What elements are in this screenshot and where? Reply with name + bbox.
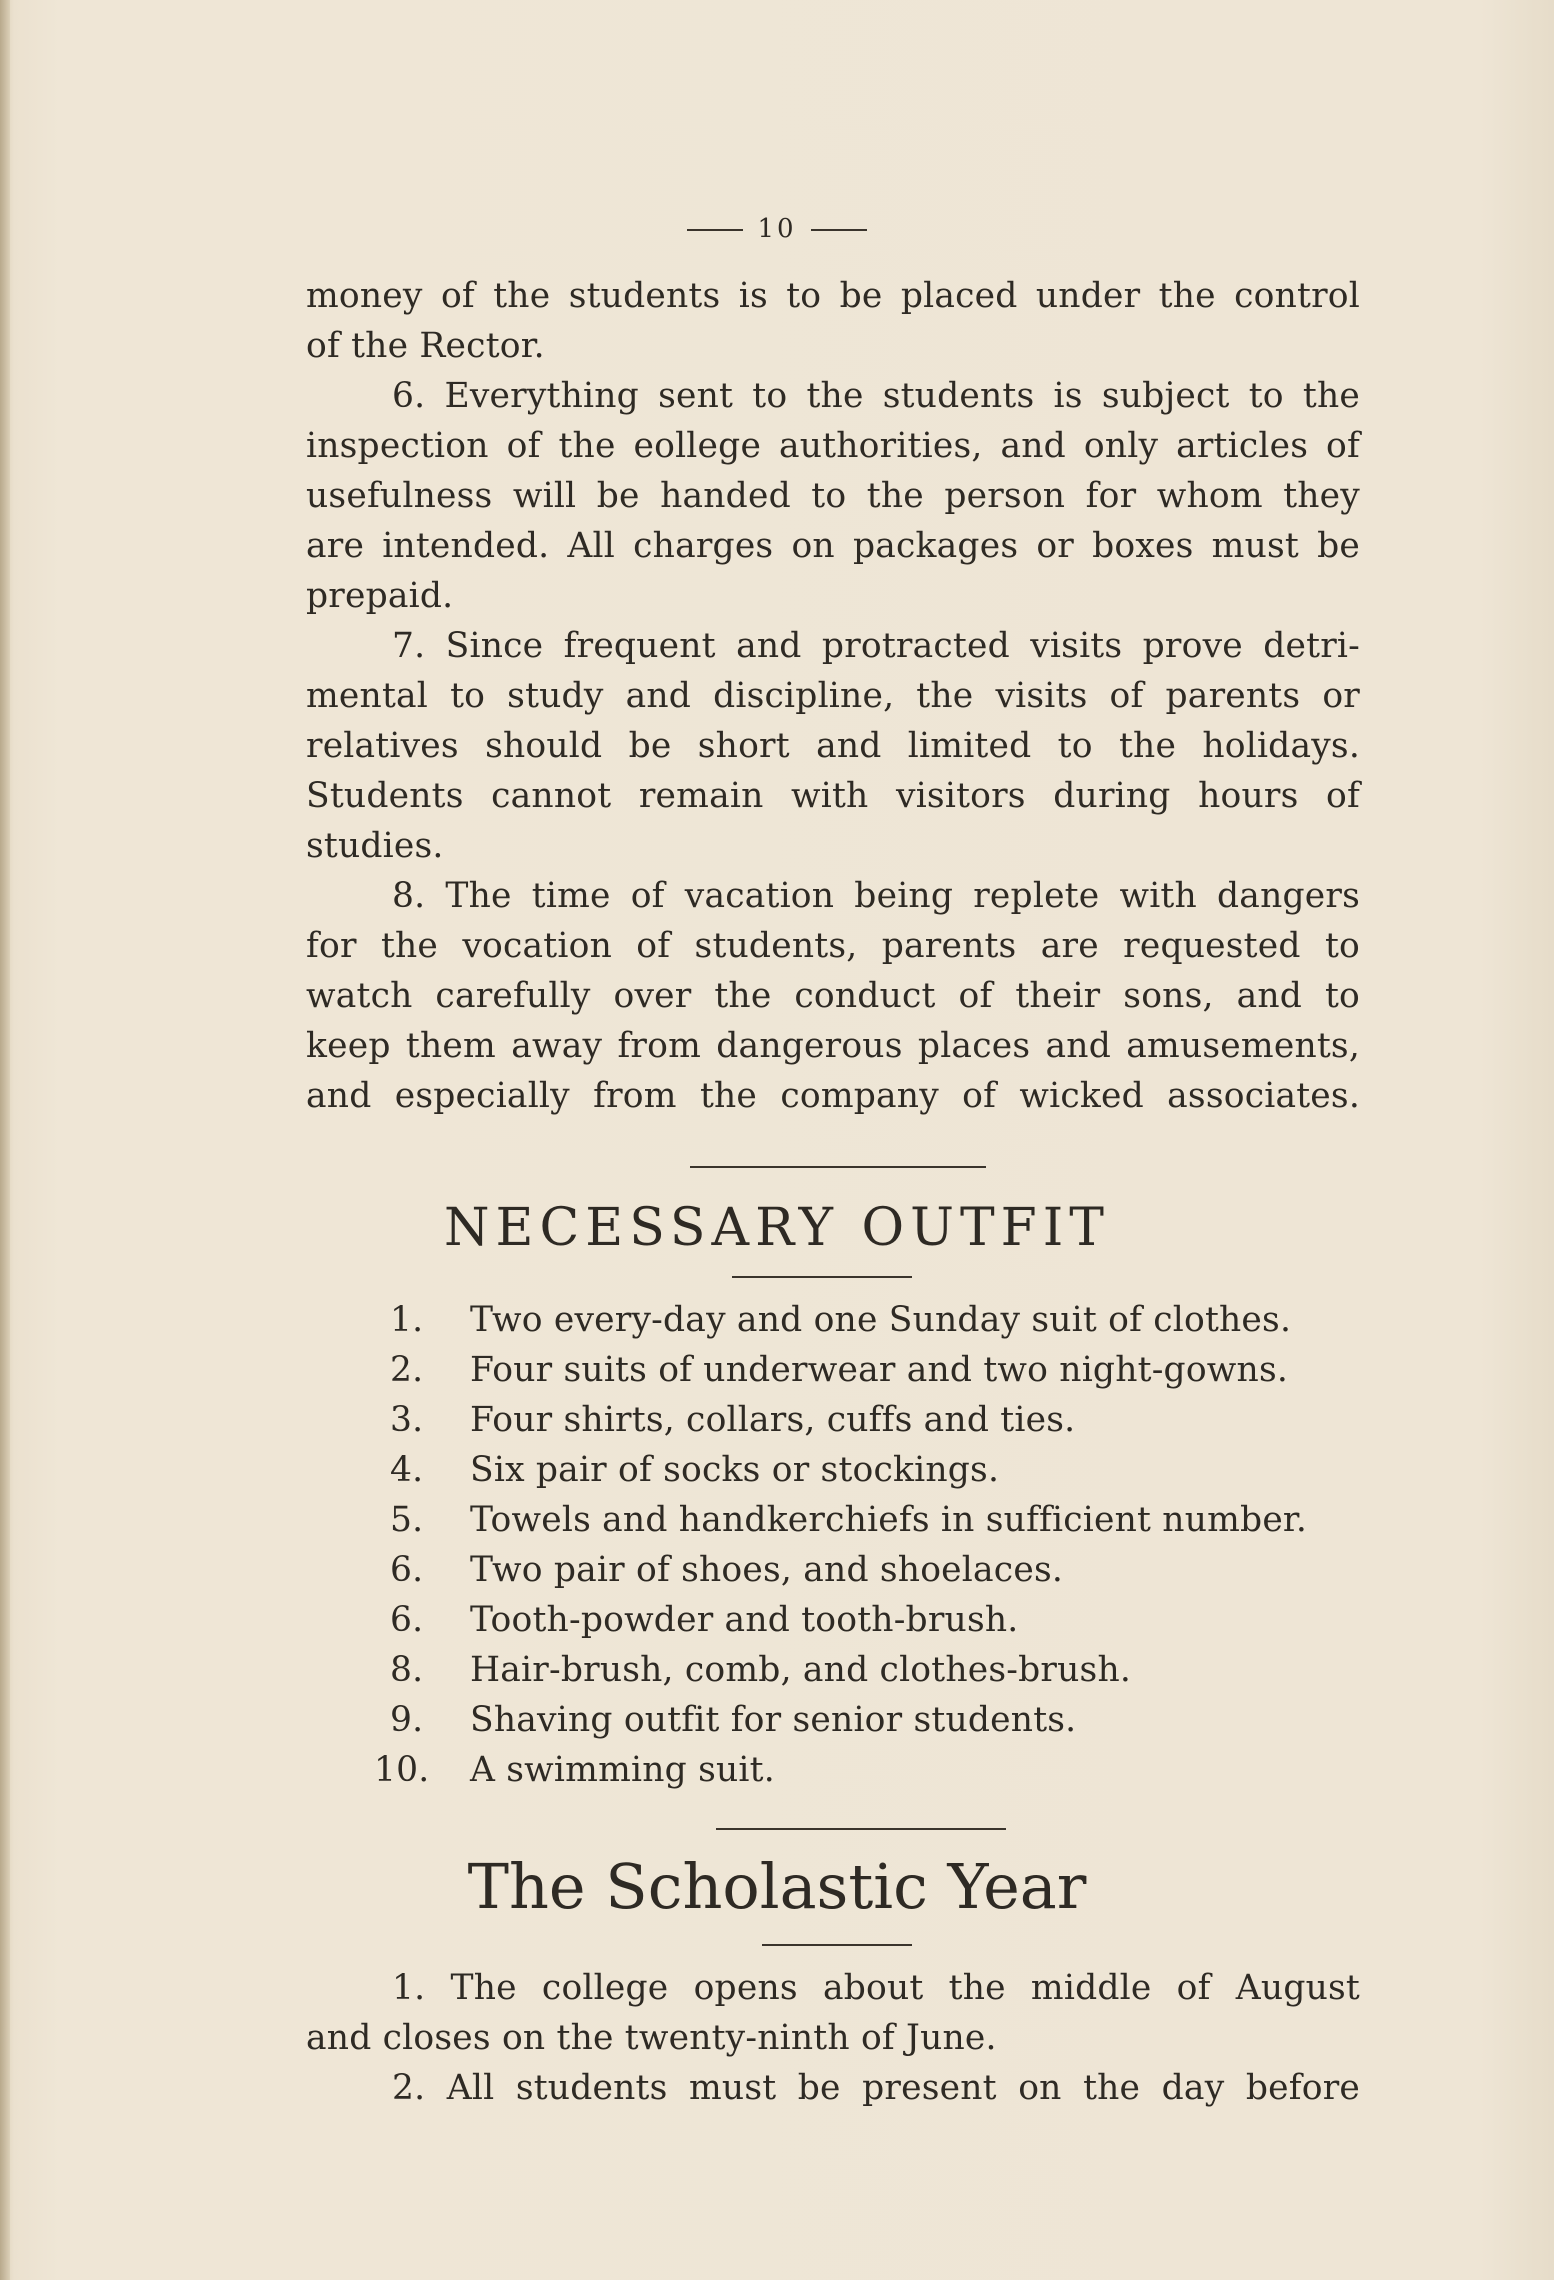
list-item-number: 9. [390, 1700, 424, 1740]
list-item-number: 6. [390, 1550, 424, 1590]
list-item-number: 6. [390, 1600, 424, 1640]
body-line: and closes on the twenty-ninth of June. [306, 2018, 997, 2058]
page-number-left-dash [687, 229, 743, 231]
body-line: prepaid. [306, 576, 454, 616]
body-line: studies. [306, 826, 444, 866]
heading-underline [732, 1276, 912, 1278]
list-item-text: Tooth-powder and tooth-brush. [470, 1600, 1019, 1640]
list-item-text: Hair-brush, comb, and clothes-brush. [470, 1650, 1132, 1690]
list-item-number: 2. [390, 1350, 424, 1390]
list-item-number: 5. [390, 1500, 424, 1540]
page-number [0, 214, 1554, 244]
list-item-number: 8. [390, 1650, 424, 1690]
body-line: 7. Since frequent and protracted visits prove detri- [392, 626, 1360, 666]
body-line: relatives should be short and limited to the holidays. [306, 726, 1360, 766]
section-divider [716, 1828, 1006, 1830]
body-line: for the vocation of students, parents are requested to [306, 926, 1360, 966]
list-item-text: Shaving outfit for senior students. [470, 1700, 1077, 1740]
body-line: are intended. All charges on packages or boxes must be [306, 526, 1360, 566]
body-line: and especially from the company of wicked associates. [306, 1076, 1360, 1116]
body-line: 2. All students must be present on the day before [392, 2068, 1360, 2108]
body-line: 6. Everything sent to the students is subject to the [392, 376, 1360, 416]
list-item-text: Four suits of underwear and two night-gowns. [470, 1350, 1289, 1390]
list-item-text: Six pair of socks or stockings. [470, 1450, 1000, 1490]
body-line: usefulness will be handed to the person for whom they [306, 476, 1360, 516]
list-item-text: A swimming suit. [470, 1750, 775, 1790]
body-line: 8. The time of vacation being replete with dangers [392, 876, 1360, 916]
page-number-right-dash [811, 229, 867, 231]
list-item-number: 1. [390, 1300, 424, 1340]
list-item-number: 3. [390, 1400, 424, 1440]
list-item-text: Two pair of shoes, and shoelaces. [470, 1550, 1064, 1590]
list-item-number: 4. [390, 1450, 424, 1490]
body-line: Students cannot remain with visitors during hours of [306, 776, 1360, 816]
body-line: of the Rector. [306, 326, 545, 366]
body-line: money of the students is to be placed under the control [306, 276, 1360, 316]
list-item-text: Towels and handkerchiefs in sufficient number. [470, 1500, 1307, 1540]
outfit-heading: NECESSARY OUTFIT [444, 1198, 1110, 1258]
page-spine-edge [0, 0, 10, 2280]
list-item-text: Two every-day and one Sunday suit of clothes. [470, 1300, 1292, 1340]
body-line: keep them away from dangerous places and amusements, [306, 1026, 1360, 1066]
scholastic-heading: The Scholastic Year [467, 1850, 1087, 1923]
list-item-text: Four shirts, collars, cuffs and ties. [470, 1400, 1076, 1440]
body-line: inspection of the eollege authorities, and only articles of [306, 426, 1360, 466]
page-number-text: 10 [757, 214, 797, 244]
body-line: 1. The college opens about the middle of August [392, 1968, 1360, 2008]
section-divider [690, 1166, 986, 1168]
body-line: mental to study and discipline, the visits of parents or [306, 676, 1360, 716]
body-line: watch carefully over the conduct of their sons, and to [306, 976, 1360, 1016]
heading-underline [762, 1944, 912, 1946]
list-item-number: 10. [374, 1750, 430, 1790]
